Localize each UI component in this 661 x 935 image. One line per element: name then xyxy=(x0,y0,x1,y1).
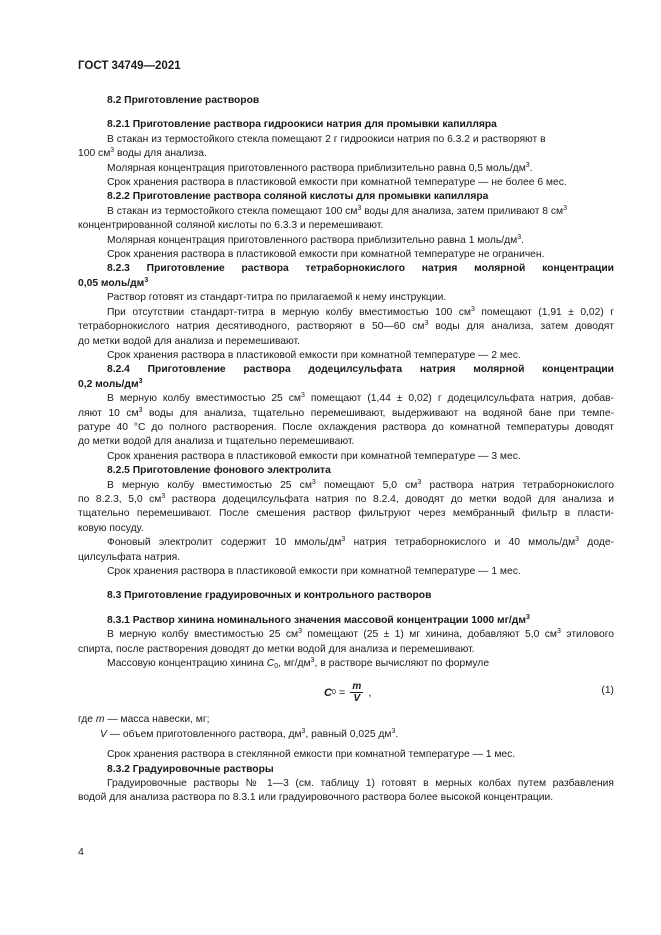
paragraph: спирта, после растворения доводят до метки водой для анализа и перемешивают. xyxy=(78,643,475,655)
formula-denominator: V xyxy=(353,693,361,705)
section-8-2-5-title: 8.2.5 Приготовление фонового электролита xyxy=(107,465,331,477)
formula-body: C 0 = $\frac{m}{V}$ , xyxy=(324,681,372,705)
formula-number: (1) xyxy=(601,685,614,697)
paragraph: тетраборнокислого натрия десятиводного, растворяют в 50—60 $см^3$ воды для анализа, затем доводят xyxy=(78,320,614,333)
paragraph: Раствор готовят из стандарт-титра по прилагаемой к нему инструкции. xyxy=(107,292,447,304)
section-8-3-2-title: 8.3.2 Градуировочные растворы xyxy=(107,763,274,775)
section-8-3-title: 8.3 Приготовление градуировочных и контрольного растворов xyxy=(107,590,432,602)
page-number: 4 xyxy=(78,846,84,858)
paragraph: тщательно перемешивают. После смешения раствор фильтруют через мембранный фильтр в пласти- xyxy=(78,508,614,520)
paragraph: 100 $см^3$ воды для анализа. xyxy=(78,147,207,160)
where-v: V — объем приготовленного раствора, $дм^3$, равный 0,025 $дм^3$. xyxy=(100,727,399,740)
formula-tail: , xyxy=(365,686,372,699)
section-8-2-3-title: 8.2.3 Приготовление раствора тетраборнокислого натрия молярной концентрации xyxy=(107,263,614,275)
paragraph: до метки водой для анализа и тщательно перемешивают. xyxy=(78,436,355,448)
formula-fraction xyxy=(350,681,363,704)
paragraph: до метки водой для анализа и перемешивают. xyxy=(78,335,300,347)
paragraph: Фоновый электролит содержит 10 ммоль/$дм^3$ натрия тетраборнокислого и 40 ммоль/$дм^3$ доде- xyxy=(107,536,614,549)
paragraph: В мерную колбу вместимостью 25 $см^3$ помещают (25 ± 1) мг хинина, добавляют 5,0 $см^3$ этилового xyxy=(107,628,614,641)
section-8-2-4-title-cont: 0,2 моль/$дм^3$ xyxy=(78,377,143,390)
section-8-3-1-title: 8.3.1 Раствор хинина номинального значения массовой концентрации 1000 $мг/дм^3$ xyxy=(107,613,530,626)
paragraph: Массовую концентрацию хинина $C_0$, $мг/дм^3$, в растворе вычисляют по формуле xyxy=(107,657,490,671)
section-8-2-4-title: 8.2.4 Приготовление раствора додецилсульфата натрия молярной концентрации xyxy=(107,364,614,376)
where-m: где m — масса навески, мг; xyxy=(78,714,210,726)
section-8-2-2-title: 8.2.2 Приготовление раствора соляной кислоты для промывки капилляра xyxy=(107,191,489,203)
document-header: ГОСТ 34749—2021 xyxy=(78,60,181,72)
section-8-2-1-title: 8.2.1 Приготовление раствора гидроокиси натрия для промывки капилляра xyxy=(107,119,497,131)
paragraph: Срок хранения раствора в пластиковой емкости при комнатной температуре не ограничен. xyxy=(107,249,545,261)
paragraph: ратуре 40 °С до полного растворения. После охлаждения раствора до комнатной температуры доводят xyxy=(78,421,614,433)
paragraph: Срок хранения раствора в пластиковой емкости при комнатной температуре — 1 мес. xyxy=(107,566,521,577)
paragraph: по 8.2.3, 5,0 $см^3$ раствора додецилсульфата натрия по 8.2.4, доводят до метки водой для анализа и xyxy=(78,492,614,505)
paragraph: В стакан из термостойкого стекла помещают 2 г гидроокиси натрия по 6.3.2 и растворяют в xyxy=(107,133,546,145)
formula-numerator: m xyxy=(352,681,362,693)
paragraph: В стакан из термостойкого стекла помещают 100 $см^3$ воды для анализа, затем приливают 8 $см^3$ xyxy=(107,204,568,217)
paragraph: При отсутствии стандарт-титра в мерную колбу вместимостью 100 $см^3$ помещают (1,91 ± 0,02) г xyxy=(107,305,615,318)
paragraph: цилсульфата натрия. xyxy=(78,551,181,563)
paragraph: Молярная концентрация приготовленного раствора приблизительно равна 0,5 моль/$дм^3$. xyxy=(107,161,533,174)
paragraph: Срок хранения раствора в стеклянной емкости при комнатной температуре — 1 мес. xyxy=(107,749,516,761)
paragraph: водой для анализа раствора по 8.3.1 или градуировочного раствора более высокой концентрации. xyxy=(78,792,554,804)
paragraph: В мерную колбу вместимостью 25 $см^3$ помещают 5,0 $см^3$ раствора натрия тетраборнокислого xyxy=(107,478,614,491)
paragraph: Молярная концентрация приготовленного раствора приблизительно равна 1 моль/$дм^3$. xyxy=(107,233,524,246)
section-8-2-title: 8.2 Приготовление растворов xyxy=(107,95,260,106)
paragraph: Срок хранения раствора в пластиковой емкости при комнатной температуре — 3 мес. xyxy=(107,450,521,462)
paragraph: Срок хранения раствора в пластиковой емкости при комнатной температуре — 2 мес. xyxy=(107,349,521,361)
section-8-2-3-title-cont: 0,05 моль/$дм^3$ xyxy=(78,276,149,289)
page-content xyxy=(78,94,614,806)
formula-eq: = xyxy=(335,686,349,699)
paragraph: концентрированной соляной кислоты по 6.3.3 и перемешивают. xyxy=(78,220,384,232)
paragraph: ляют 10 $см^3$ воды для анализа, тщательно перемешивают, выдерживают на водяной бане при темпе- xyxy=(78,406,614,419)
paragraph: В мерную колбу вместимостью 25 $см^3$ помещают (1,44 ± 0,02) г додецилсульфата натрия, добав- xyxy=(107,392,614,405)
formula-lhs: C xyxy=(324,686,332,699)
formula-1 xyxy=(78,675,614,713)
paragraph: ковую посуду. xyxy=(78,522,144,534)
paragraph: Градуировочные растворы № 1—3 (см. таблицу 1) готовят в мерных колбах путем разбавления xyxy=(107,778,614,790)
paragraph: Срок хранения раствора в пластиковой емкости при комнатной температуре — не более 6 мес. xyxy=(107,177,567,189)
